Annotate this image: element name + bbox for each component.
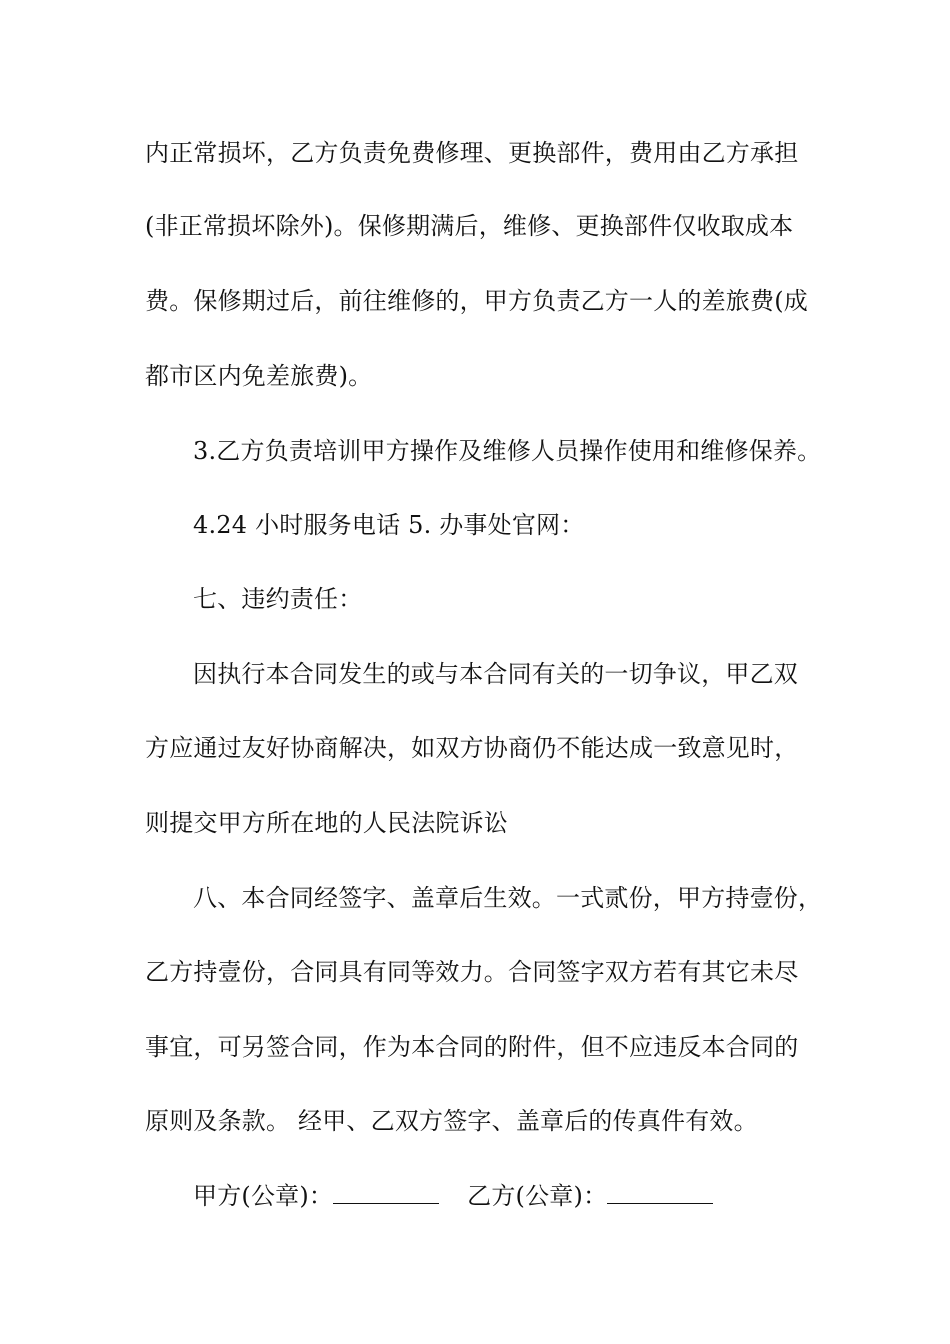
text-line: 原则及条款。 经甲、乙双方签字、盖章后的传真件有效。 xyxy=(145,1107,758,1135)
text-line: 方应通过友好协商解决，如双方协商仍不能达成一致意见时， xyxy=(145,734,799,762)
party-b-signature-blank xyxy=(607,1181,713,1204)
party-a-signature-blank xyxy=(333,1181,439,1204)
text-line: 乙方持壹份，合同具有同等效力。合同签字双方若有其它未尽 xyxy=(145,958,799,986)
text-line: 八、本合同经签字、盖章后生效。一式贰份，甲方持壹份， xyxy=(193,884,823,912)
text-line: 内正常损坏，乙方负责免费修理、更换部件，费用由乙方承担 xyxy=(145,139,799,167)
text-line: 费。保修期过后，前往维修的，甲方负责乙方一人的差旅费(成 xyxy=(145,287,808,315)
party-a-seal-label: 甲方(公章)： xyxy=(193,1182,334,1210)
text-line: 都市区内免差旅费)。 xyxy=(145,362,373,390)
text-line: 事宜，可另签合同，作为本合同的附件，但不应违反本合同的 xyxy=(145,1033,799,1061)
text-line: 因执行本合同发生的或与本合同有关的一切争议，甲乙双 xyxy=(193,660,798,688)
text-line: 4.24 小时服务电话 5. 办事处官网： xyxy=(193,511,585,539)
text-line: 3.乙方负责培训甲方操作及维修人员操作使用和维修保养。 xyxy=(193,437,822,465)
section-heading: 七、违约责任： xyxy=(193,585,363,613)
signature-row xyxy=(193,1181,815,1211)
party-b-seal-label: 乙方(公章)： xyxy=(467,1182,608,1210)
text-line: (非正常损坏除外)。保修期满后，维修、更换部件仅收取成本 xyxy=(145,212,794,240)
text-line: 则提交甲方所在地的人民法院诉讼 xyxy=(145,809,508,837)
